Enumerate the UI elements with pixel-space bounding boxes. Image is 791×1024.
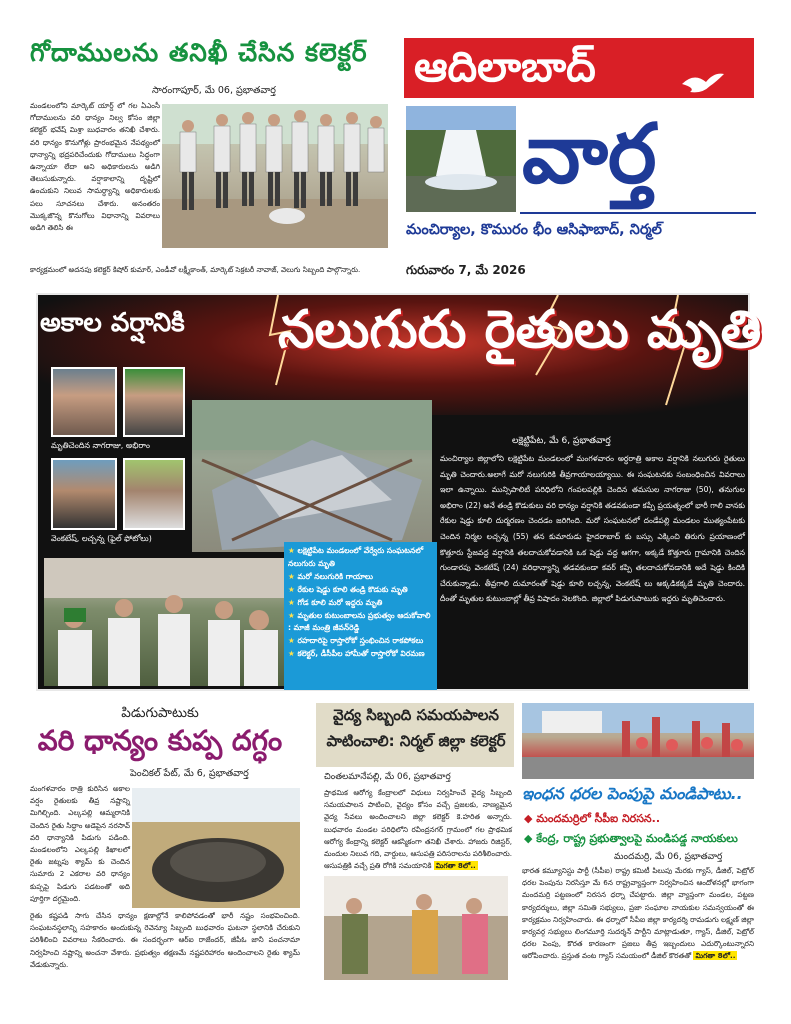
bottom-right-subhead-1-text: మందమర్రిలో సీపీఐ నిరసన.. — [536, 812, 661, 825]
highlight-item: ★ మరో నలుగురికి గాయాలు — [288, 571, 433, 584]
bottom-left-body: మంగళవారం రాత్రి కురిసిన అకాల వర్షం రైతులకు తీవ్ర నష్టాన్ని మిగిల్చింది. ఎల్కపల్లి ఆమ్మరానికి చెందిన రైతు సిద్ధాం అడెపైన నరసావ్ వరి ధాన్యానికి పిడుగు పడింది. మండలంలోని ఎల్కపల్లి కిఖాలలో రైతు జట్నపు శ్యామ్ కు చెందిన సుమారు 2 ఎకరాల వరి ధాన్యం కుప్పపై పిడుగు పడటంతో అది పూర్తిగా దగ్ధమైంది. — [30, 784, 130, 903]
bottom-left-body-continued: రైతు కష్టపడి సాగు చేసిన ధాన్యం క్షణాల్లోనే కాలిపోవడంతో భారీ నష్టం సంభవించింది. సంఘటనస్థలాన్ని సహకారం అందుకున్న రెవెన్యూ సిబ్బంది బుధవారం ఘటనా స్థలానికి చేరుకుని పరిశీలించి వివరాలు సేకరించారు. ఈ సందర్భంగా ఆర్ఐ రాజేందర్, జీపీఓ జానీ పంచనామా నిర్వహించి నష్టాన్ని అంచనా వేశారు. ప్రభుత్వం తక్షణమే నష్టపరిహారం అందించాలని రైతు శ్యామ్ వేడుకున్నారు. — [30, 911, 300, 969]
victim-photo — [51, 367, 117, 437]
top-left-headline: గోదాములను తనిఖీ చేసిన కలెక్టర్ — [30, 38, 368, 67]
highlight-item: ★ లక్షెట్టిపేట మండలంలో వేర్వేరు సంఘటనలో నలుగురు మృతి — [288, 545, 433, 571]
bottom-left-headline: వరి ధాన్యం కుప్ప దగ్ధం — [37, 724, 283, 757]
victim-photo — [123, 458, 185, 530]
bottom-left-kicker: పిడుగుపాటుకు — [121, 705, 199, 721]
burnt-paddy-photo — [132, 788, 300, 908]
continued-link[interactable]: మిగతా 8లో.. — [435, 861, 476, 871]
bottom-right-subhead-2-text: కేంద్ర, రాష్ట్ర ప్రభుత్వాలపై మండిపడ్డ నాయకులు — [536, 832, 738, 845]
bottom-middle-dateline: చింతలమానేపల్లి, మే 06, ప్రభాతవార్త — [324, 772, 451, 782]
bottom-middle-body — [324, 787, 512, 872]
collapsed-shed-photo — [192, 400, 432, 552]
bottom-right-headline: ఇంధన ధరల పెంపుపై మండిపాటు.. — [522, 784, 743, 803]
highlight-item: ★ మృతుల కుటుంబాలను ప్రభుత్వం ఆదుకోవాలి : మాజీ మంత్రి జీవన్‌రెడ్డి — [288, 610, 433, 636]
masthead-title-top: ఆదిలాబాద్ — [414, 42, 596, 91]
victims-caption-bottom: వెంకటేష్, లచ్చన్న (ఫైల్ ఫోటోలు) — [51, 534, 152, 543]
bottom-right-body-text: భారత కమ్యూనిస్టు పార్టీ (సీపీఐ) రాష్ట్ర కమిటీ పిలుపు మేరకు గ్యాస్, డీజిల్, పెట్రోల్ ధరల పెంపును నిరసిస్తూ మే 6న రాష్ట్రవ్యాప్తంగా నిర్వహించిన ఆందోళనల్లో భాగంగా మందమర్రి పట్టణంలో నిరసన ధర్నా చేపట్టారు. జిల్లా వ్యాప్తంగా మండల, పట్టణ కార్యదర్శులు, జిల్లా సమితి సభ్యులు, ప్రజా సంఘాల నాయకుల సమన్వయంతో ఈ కార్యక్రమం నిర్వహించారు. ఈ ధర్నాలో సీపీఐ జిల్లా కార్యదర్శి రామడుగు లక్ష్మణ్ జిల్లా కార్యవర్గ సభ్యులు లింగమూర్తి సుదర్శన్ పార్టీని మాట్లాడుతూ, గ్యాస్, డీజిల్, పెట్రోల్ ధరల పెంపు, కొరత కారణంగా ప్రజలు తీవ్ర ఇబ్బందులు ఎదుర్కొంటున్నారని ఆరోపించారు. ప్రస్తుత వంట గ్యాస్ సమయంలో డీజిల్ కొరతతో — [522, 866, 754, 961]
main-headline-right: నలుగురు రైతులు మృతి — [278, 300, 762, 360]
protest-crowd-photo — [44, 558, 284, 686]
bottom-middle-headline-line1: వైద్య సిబ్బంది సమయపాలన — [333, 706, 499, 724]
health-center-photo — [324, 876, 508, 980]
issue-date: గురువారం 7, మే 2026 — [406, 263, 526, 277]
masthead-region: మంచిర్యాల, కొమురం భీం ఆసిఫాబాద్, నిర్మల్ — [406, 222, 662, 238]
bottom-right-subhead-1 — [524, 812, 660, 828]
diamond-bullet-icon: ◆ — [524, 812, 537, 825]
top-left-body: మండలంలోని మార్కెట్ యార్డ్ లో గల ఏఎంసీ గోదాములను వరి ధాన్యం నిల్వ కోసం జిల్లా కలెక్టర్ భవేష్ మిశ్రా బుధవారం తనిఖీ చేశారు. వరి ధాన్యం కొనుగోళ్లు ప్రారంభమైన నేపథ్యంలో ధాన్యాన్ని భద్రపరిచేందుకు గోదాములు సిద్ధంగా ఉన్నాయా లేదా అని అధికారులను అడిగి తెలుసుకున్నారు. వర్షాకాలాన్ని దృష్టిలో ఉంచుకుని నిలువ సామర్థ్యాన్ని అధికారులకు పలు సూచనలు చేశారు. అనంతరం మొక్కజొన్న కొనుగోలు విధానాన్ని వివరాలు అడిగి తెలిసి ఈ — [30, 101, 160, 233]
bottom-middle-headline-line2: పాటించాలి: నిర్మల్ జిల్లా కలెక్టర్ — [326, 732, 506, 750]
highlight-item: ★ కలెక్టర్, డీసీపీల హామీతో రాస్తారోకో విరమణ — [288, 648, 433, 661]
main-story-dateline: లక్షెట్టిపేట, మే 6, ప్రభాతవార్త — [512, 436, 611, 446]
victims-caption-top: మృతిచెందిన నాగరాజు, అభిరాం — [51, 441, 150, 450]
top-left-caption: కార్యక్రమంలో అదనపు కలెక్టర్ కిషోర్ కుమార్, ఎండీవో లక్ష్మీకాంత్, మార్కెట్ సెక్రటరీ నావాజ్, వెలుగు సిబ్బంది పాల్గొన్నారు. — [30, 265, 361, 274]
collector-inspection-photo — [162, 104, 388, 248]
top-left-dateline: సారంగాపూర్, మే 06, ప్రభాతవార్త — [152, 85, 276, 96]
victim-photo — [51, 458, 117, 530]
highlight-item: ★ రహదారిపై రాస్తారోకో స్తంభించిన రాకపోకలు — [288, 635, 433, 648]
bottom-middle-body-text: ప్రాథమిక ఆరోగ్య కేంద్రాలలో విధులు నిర్వహించే వైద్య సిబ్బంది సమయపాలన పాటించి, వైద్యం కోసం వచ్చే ప్రజలకు, నాణ్యమైన వైద్య సేవలు అందించాలని జిల్లా కలెక్టర్ కె.హరిత అన్నారు. బుధవారం మండల పరిధిలోని రవీంద్రనగర్ గ్రామంలో గల ప్రాథమిక ఆరోగ్య కేంద్రాన్ని కలెక్టర్ ఆకస్మికంగా తనిఖీ చేశారు. హాజరు రిజిస్టర్, మందుల నిలువ గది, వార్డులు, ఆసుపత్రి పరిసరాలను పరిశీలించారు. ఆసుపత్రికి వచ్చే ప్రతి రోగికి సమయానికి — [324, 788, 512, 871]
waterfall-photo — [404, 104, 518, 214]
main-story-body: మంచిర్యాల జిల్లాలోని లక్షెట్టిపేట మండలంలో మంగళవారం అర్ధరాత్రి అకాల వర్షానికి నలుగురు రైతులు మృతి చెందారు.అలాగే మరో నలుగురికి తీవ్రగాయాలయ్యాయి. ఈ సంఘటనకు సంబంధించిన వివరాలు ఇలా ఉన్నాయి. మున్సిపాలిటీ పరిధిలోని గంపలపల్లికి చెందిన తమసుల నాగరాజు (50), తనుగుల అభిరాం (22) అనే తండ్రి కొడుకులు వరి ధాన్యం వర్షానికి తడవకుండా కప్పే ప్రయత్నంలో భారీ గాలి వానకు రేకుల షెడ్డు కూలి దుర్మరణం చెందడం జరిగింది. మరో సంఘటనలో దండేపల్లి మండలం ముత్యంపేటకు చెందిన నిర్మల లచ్చన్న (55) తన కుమారుడు హైదరాబాద్ కు బస్సు ఎక్కించి తిరుగు ప్రయాణంలో కొత్తూరు స్టేజవద్ద వర్షానికి తలదాచుకోవడానికి ఒక షెడ్డు వద్ద ఆగగా, అక్కడే కొత్తూరు గ్రామానికి చెందిన గుండారపు వెంకటేష్ (24) వరిధాన్యాన్ని తడవకుండా కవర్ కప్పి తలదాచుకోవడానికి అదే షెడ్డు కిందికి చేరుకున్నాడు. తీవ్రగాలి దుమారంతో షెడ్డు కూలి లచ్చన్న, వెంకటేష్ లు అక్కడికక్కడే మృతి చెందారు. దీంతో మృతుల కుటుంబాల్లో తీవ్ర విషాదం నెలకొంది. జిల్లాలో పిడుగుపాటుకు ఇద్దరు మృతిచెందారు. — [440, 454, 745, 604]
bottom-right-subhead-2 — [524, 832, 738, 848]
main-headline-left: అకాల వర్షానికి — [40, 308, 185, 338]
cpi-protest-photo — [522, 703, 754, 779]
masthead-title-main: వార్త — [522, 107, 657, 202]
masthead-divider — [520, 212, 756, 214]
diamond-bullet-icon: ◆ — [524, 832, 537, 845]
highlight-item: ★ గోడ కూలి మరో ఇద్దరు మృతి — [288, 597, 433, 610]
continued-link[interactable]: మిగతా 8లో.. — [695, 951, 736, 961]
highlight-item: ★ రేకుల షెడ్డు కూలి తండ్రి కొడుకు మృతి — [288, 584, 433, 597]
main-story-highlights — [284, 542, 437, 690]
bottom-right-body — [522, 865, 754, 963]
bottom-left-dateline: పెంచికల్ పేట్, మే 6, ప్రభాతవార్త — [130, 768, 249, 779]
bird-logo-icon — [680, 70, 726, 98]
victim-photo — [123, 367, 185, 437]
bottom-right-dateline: మందమర్రి, మే 06, ప్రభాతవార్త — [614, 852, 723, 862]
